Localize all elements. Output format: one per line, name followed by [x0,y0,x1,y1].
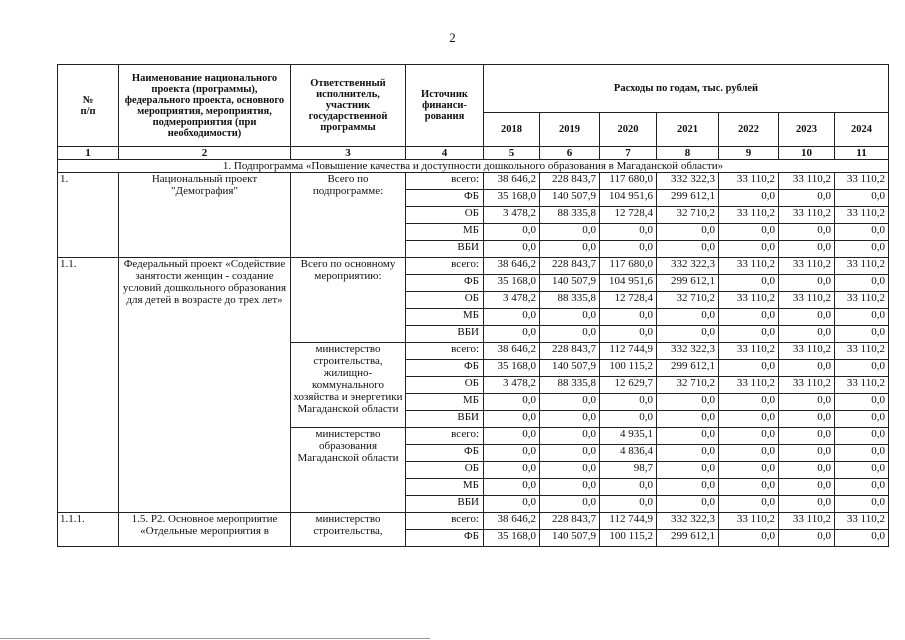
value-cell: 0,0 [600,394,657,411]
source-cell: ФБ [406,360,484,377]
value-cell: 117 680,0 [600,173,657,190]
value-cell: 88 335,8 [540,292,600,309]
value-cell: 3 478,2 [484,377,540,394]
column-number: 10 [779,147,835,160]
year-header: 2019 [540,113,600,147]
value-cell: 0,0 [779,479,835,496]
source-cell: ВБИ [406,326,484,343]
value-cell: 299 612,1 [657,275,719,292]
value-cell: 0,0 [484,479,540,496]
responsible-cell: министерство строительства, жилищно-коммунального хозяйства и энергетики Магаданской области [291,343,406,428]
value-cell: 117 680,0 [600,258,657,275]
column-number-row [58,147,889,160]
source-cell: МБ [406,394,484,411]
table-row [58,173,889,190]
column-number: 4 [406,147,484,160]
item-name: 1.5. Р2. Основное мероприятие «Отдельные мероприятия в [119,513,291,547]
value-cell: 98,7 [600,462,657,479]
value-cell: 0,0 [540,326,600,343]
value-cell: 33 110,2 [779,258,835,275]
value-cell: 0,0 [484,224,540,241]
value-cell: 0,0 [779,428,835,445]
value-cell: 0,0 [540,224,600,241]
value-cell: 299 612,1 [657,360,719,377]
value-cell: 228 843,7 [540,173,600,190]
value-cell: 140 507,9 [540,190,600,207]
value-cell: 0,0 [779,275,835,292]
value-cell: 32 710,2 [657,207,719,224]
value-cell: 0,0 [540,496,600,513]
value-cell: 0,0 [484,394,540,411]
value-cell: 0,0 [835,360,889,377]
value-cell: 33 110,2 [835,292,889,309]
value-cell: 0,0 [719,428,779,445]
value-cell: 0,0 [540,309,600,326]
value-cell: 4 836,4 [600,445,657,462]
value-cell: 0,0 [600,241,657,258]
value-cell: 0,0 [484,428,540,445]
value-cell: 35 168,0 [484,190,540,207]
value-cell: 0,0 [719,275,779,292]
value-cell: 0,0 [657,496,719,513]
value-cell: 35 168,0 [484,275,540,292]
source-cell: ОБ [406,207,484,224]
column-number: 1 [58,147,119,160]
value-cell: 4 935,1 [600,428,657,445]
value-cell: 0,0 [835,190,889,207]
year-header: 2024 [835,113,889,147]
value-cell: 0,0 [835,428,889,445]
value-cell: 0,0 [719,394,779,411]
subprogram-title: 1. Подпрограмма «Повышение качества и доступности дошкольного образования в Магаданской области» [58,160,889,173]
row-number: 1. [58,173,119,258]
value-cell: 33 110,2 [835,173,889,190]
value-cell: 0,0 [540,479,600,496]
value-cell: 0,0 [484,445,540,462]
value-cell: 112 744,9 [600,343,657,360]
value-cell: 0,0 [600,326,657,343]
value-cell: 0,0 [657,445,719,462]
value-cell: 0,0 [657,326,719,343]
value-cell: 0,0 [779,326,835,343]
value-cell: 0,0 [484,411,540,428]
source-cell: ВБИ [406,411,484,428]
column-number: 3 [291,147,406,160]
value-cell: 0,0 [719,309,779,326]
value-cell: 32 710,2 [657,377,719,394]
source-cell: ОБ [406,377,484,394]
responsible-cell: министерство строительства, [291,513,406,547]
row-number: 1.1. [58,258,119,513]
source-cell: всего: [406,343,484,360]
column-number: 8 [657,147,719,160]
value-cell: 33 110,2 [835,207,889,224]
value-cell: 33 110,2 [719,258,779,275]
value-cell: 0,0 [657,224,719,241]
value-cell: 0,0 [484,496,540,513]
value-cell: 0,0 [835,309,889,326]
value-cell: 0,0 [657,394,719,411]
value-cell: 140 507,9 [540,360,600,377]
value-cell: 0,0 [600,309,657,326]
value-cell: 33 110,2 [719,292,779,309]
value-cell: 0,0 [600,496,657,513]
source-cell: ФБ [406,445,484,462]
responsible-cell: Всего по подпрограмме: [291,173,406,258]
item-name: Национальный проект "Демография" [119,173,291,258]
value-cell: 35 168,0 [484,360,540,377]
value-cell: 0,0 [835,445,889,462]
source-cell: ОБ [406,462,484,479]
column-number: 5 [484,147,540,160]
page-number: 2 [449,30,456,45]
year-header: 2022 [719,113,779,147]
value-cell: 0,0 [600,479,657,496]
value-cell: 0,0 [540,445,600,462]
source-cell: ФБ [406,190,484,207]
value-cell: 0,0 [719,445,779,462]
value-cell: 33 110,2 [779,292,835,309]
value-cell: 33 110,2 [779,173,835,190]
value-cell: 140 507,9 [540,530,600,547]
value-cell: 12 728,4 [600,292,657,309]
source-cell: всего: [406,258,484,275]
source-cell: всего: [406,428,484,445]
source-cell: МБ [406,224,484,241]
source-cell: всего: [406,513,484,530]
value-cell: 0,0 [835,530,889,547]
value-cell: 33 110,2 [835,258,889,275]
footer-rule [0,638,430,639]
value-cell: 33 110,2 [719,377,779,394]
value-cell: 38 646,2 [484,513,540,530]
year-header: 2021 [657,113,719,147]
value-cell: 0,0 [779,241,835,258]
source-cell: МБ [406,479,484,496]
value-cell: 0,0 [657,241,719,258]
value-cell: 33 110,2 [835,343,889,360]
value-cell: 0,0 [719,530,779,547]
value-cell: 332 322,3 [657,513,719,530]
budget-table [57,64,889,547]
value-cell: 0,0 [779,530,835,547]
header-source: Источник финанси-рования [406,65,484,147]
value-cell: 0,0 [779,224,835,241]
value-cell: 0,0 [779,309,835,326]
value-cell: 33 110,2 [779,377,835,394]
value-cell: 332 322,3 [657,343,719,360]
value-cell: 0,0 [719,190,779,207]
source-cell: ФБ [406,530,484,547]
value-cell: 0,0 [540,428,600,445]
value-cell: 228 843,7 [540,258,600,275]
value-cell: 299 612,1 [657,530,719,547]
value-cell: 0,0 [835,275,889,292]
value-cell: 140 507,9 [540,275,600,292]
column-number: 6 [540,147,600,160]
source-cell: всего: [406,173,484,190]
value-cell: 38 646,2 [484,343,540,360]
value-cell: 35 168,0 [484,530,540,547]
column-number: 7 [600,147,657,160]
value-cell: 0,0 [484,241,540,258]
value-cell: 0,0 [835,394,889,411]
value-cell: 0,0 [835,241,889,258]
value-cell: 0,0 [657,462,719,479]
value-cell: 33 110,2 [779,513,835,530]
value-cell: 0,0 [719,496,779,513]
value-cell: 0,0 [484,309,540,326]
item-name: Федеральный проект «Содействие занятости женщин - создание условий дошкольного образования для детей в возрасте до трех лет» [119,258,291,513]
value-cell: 0,0 [719,360,779,377]
year-header: 2020 [600,113,657,147]
value-cell: 0,0 [835,496,889,513]
value-cell: 100 115,2 [600,530,657,547]
value-cell: 0,0 [657,309,719,326]
value-cell: 0,0 [600,224,657,241]
value-cell: 33 110,2 [779,207,835,224]
value-cell: 0,0 [540,411,600,428]
column-number: 9 [719,147,779,160]
value-cell: 33 110,2 [835,513,889,530]
year-header: 2023 [779,113,835,147]
value-cell: 3 478,2 [484,207,540,224]
value-cell: 104 951,6 [600,275,657,292]
value-cell: 0,0 [719,224,779,241]
value-cell: 104 951,6 [600,190,657,207]
responsible-cell: министерство образования Магаданской области [291,428,406,513]
source-cell: МБ [406,309,484,326]
table-row [58,258,889,275]
value-cell: 228 843,7 [540,513,600,530]
value-cell: 38 646,2 [484,258,540,275]
value-cell: 332 322,3 [657,173,719,190]
value-cell: 33 110,2 [719,173,779,190]
value-cell: 0,0 [779,394,835,411]
value-cell: 33 110,2 [719,207,779,224]
value-cell: 0,0 [484,326,540,343]
header-expenses: Расходы по годам, тыс. рублей [484,65,889,113]
subprogram-row [58,160,889,173]
value-cell: 12 629,7 [600,377,657,394]
value-cell: 33 110,2 [719,343,779,360]
header-num: № п/п [58,65,119,147]
column-number: 2 [119,147,291,160]
header-responsible: Ответственный исполнитель, участник государственной программы [291,65,406,147]
value-cell: 0,0 [600,411,657,428]
value-cell: 33 110,2 [835,377,889,394]
value-cell: 299 612,1 [657,190,719,207]
value-cell: 32 710,2 [657,292,719,309]
value-cell: 0,0 [779,360,835,377]
value-cell: 0,0 [540,394,600,411]
value-cell: 228 843,7 [540,343,600,360]
value-cell: 112 744,9 [600,513,657,530]
value-cell: 0,0 [719,326,779,343]
source-cell: ВБИ [406,241,484,258]
header-name: Наименование национального проекта (программы), федерального проекта, основного мероприятия, мероприятия, подмероприятия (при необходимости) [119,65,291,147]
value-cell: 3 478,2 [484,292,540,309]
column-number: 11 [835,147,889,160]
value-cell: 0,0 [719,462,779,479]
value-cell: 0,0 [779,445,835,462]
value-cell: 0,0 [779,190,835,207]
value-cell: 0,0 [657,479,719,496]
value-cell: 0,0 [719,479,779,496]
row-number: 1.1.1. [58,513,119,547]
value-cell: 0,0 [835,411,889,428]
value-cell: 88 335,8 [540,377,600,394]
value-cell: 0,0 [657,411,719,428]
value-cell: 0,0 [835,326,889,343]
value-cell: 0,0 [835,224,889,241]
table-row [58,513,889,530]
value-cell: 0,0 [540,241,600,258]
value-cell: 0,0 [779,462,835,479]
responsible-cell: Всего по основному мероприятию: [291,258,406,343]
value-cell: 38 646,2 [484,173,540,190]
value-cell: 12 728,4 [600,207,657,224]
value-cell: 33 110,2 [779,343,835,360]
value-cell: 332 322,3 [657,258,719,275]
value-cell: 0,0 [719,411,779,428]
value-cell: 33 110,2 [719,513,779,530]
value-cell: 0,0 [540,462,600,479]
value-cell: 0,0 [719,241,779,258]
source-cell: ФБ [406,275,484,292]
value-cell: 0,0 [484,462,540,479]
value-cell: 88 335,8 [540,207,600,224]
value-cell: 0,0 [835,479,889,496]
source-cell: ВБИ [406,496,484,513]
value-cell: 0,0 [657,428,719,445]
value-cell: 100 115,2 [600,360,657,377]
value-cell: 0,0 [779,496,835,513]
year-header: 2018 [484,113,540,147]
value-cell: 0,0 [835,462,889,479]
value-cell: 0,0 [779,411,835,428]
source-cell: ОБ [406,292,484,309]
